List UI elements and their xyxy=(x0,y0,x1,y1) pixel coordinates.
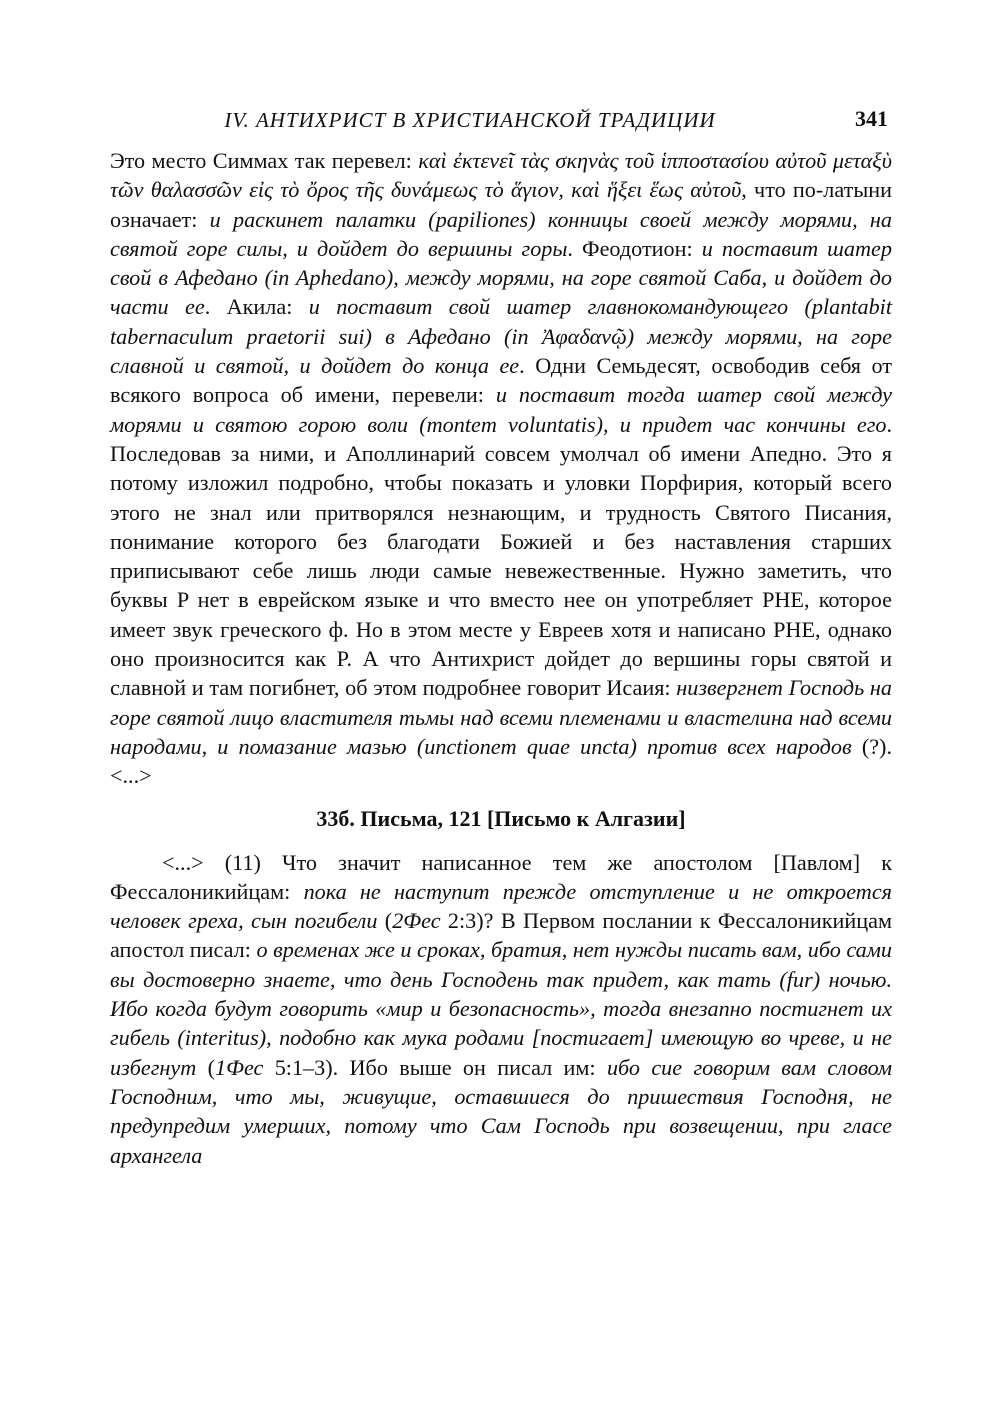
text-segment: 5:1–3). Ибо выше он писал им: xyxy=(263,1054,607,1080)
text-segment: <...> (11) Что значит написанное тем же апостолом [Павлом] к Фессалоникийцам: xyxy=(110,849,892,904)
text-segment: ( xyxy=(196,1054,216,1080)
scripture-reference: 2Фес xyxy=(392,908,441,934)
isaiah-quote: низвергнет Господь на горе святой лицо властителя тьмы над всеми племенами и властелина над всеми народами, и помазание мазью (unctionem quae uncta) против всех народов xyxy=(110,675,892,759)
text-segment: . Акила: xyxy=(204,294,309,320)
section-title: 33б. Письма, 121 [Письмо к Алгазии] xyxy=(316,805,686,831)
text-segment: , что по-латыни означает: xyxy=(110,177,892,232)
text-segment: . Последовав за ними, и Аполлинарий совсем умолчал об имени Апедно. Это я потому изложил подробно, чтобы показать и уловки Порфирия, который всего этого не знал или притворялся незнающим, и трудность Святого Писания, понимание которого без благодати Божией и без наставления старших приписывают себе лишь люди самые невежественные. Нужно заметить, что буквы P нет в еврейском языке и что вместо нее он употребляет PHE, которое имеет звук греческого ф. Но в этом месте у Евреев хотя и написано PHE, однако оно произносится как P. А что Антихрист дойдет до вершины горы святой и славной и там погибнет, об этом подробнее говорит Исаия: xyxy=(110,411,892,701)
text-segment: . Одни Семьдесят, освободив себя от всякого вопроса об имени, перевели: xyxy=(110,353,892,408)
text-segment: . Феодотион: xyxy=(567,235,702,261)
greek-quote: καὶ ἐκτενεῖ τὰς σκηνὰς τοῦ ἱπποστασίου αὐτοῦ μεταξὺ τῶν θαλασσῶν εἰς τὸ ὄρος τῆς δυνάμεως τὸ ἅγιον, καὶ ἥξει ἕως αὐτοῦ xyxy=(110,148,892,203)
paragraph-letter-121 xyxy=(110,848,892,1170)
scripture-reference: 1Фес xyxy=(215,1054,264,1080)
running-head: IV. АНТИХРИСТ В ХРИСТИАНСКОЙ ТРАДИЦИИ xyxy=(224,108,716,132)
text-segment: Это место Симмах так перевел: xyxy=(110,148,419,173)
paragraph-symmachus xyxy=(110,146,892,791)
scripture-quote: ибо сие говорим вам словом Господним, что мы, живущие, оставшиеся до пришествия Господня, не предупредим умерших, потому что Сам Господь при возвещении, при гласе архангела xyxy=(110,1054,893,1168)
scripture-quote: пока не наступит прежде отступление и не откроется человек греха, сын погибели xyxy=(110,878,892,934)
septuagint-quote: и поставит тогда шатер свой между морями и святою горою воли (montem voluntatis), и придет час кончины его xyxy=(110,382,892,437)
text-segment: (?). <...> xyxy=(110,733,892,789)
aquila-quote: и поставит свой шатер главнокомандующего (plantabit tabernaculum praetorii sui) в Афедано (in Ἀφαδανῷ) между морями, на горе славной и святой, и дойдет до конца ее xyxy=(110,294,892,379)
page-number: 341 xyxy=(855,106,888,131)
text-segment: 2:3)? В Первом послании к Фессалоникийцам апостол писал: xyxy=(110,908,892,963)
page-body xyxy=(110,146,892,1170)
page-header xyxy=(110,104,890,140)
scripture-quote: о временах же и сроках, братия, нет нужды писать вам, ибо сами вы достоверно знаете, что день Господень так придет, как тать (fur) ночью. Ибо когда будут говорить «мир и безопасность», тогда внезапно постигнет их гибель (interitus), подобно как мука родами [постигает] имеющую во чреве, и не избегнут xyxy=(110,937,892,1080)
text-segment: ( xyxy=(377,908,393,934)
latin-translation: и раскинет палатки (papiliones) конницы своей между морями, на святой горе силы, и дойдет до вершины горы xyxy=(110,206,892,261)
theodotion-quote: и поставит шатер свой в Афедано (in Aphedano), между морями, на горе святой Саба, и дойдет до части ее xyxy=(110,235,892,320)
